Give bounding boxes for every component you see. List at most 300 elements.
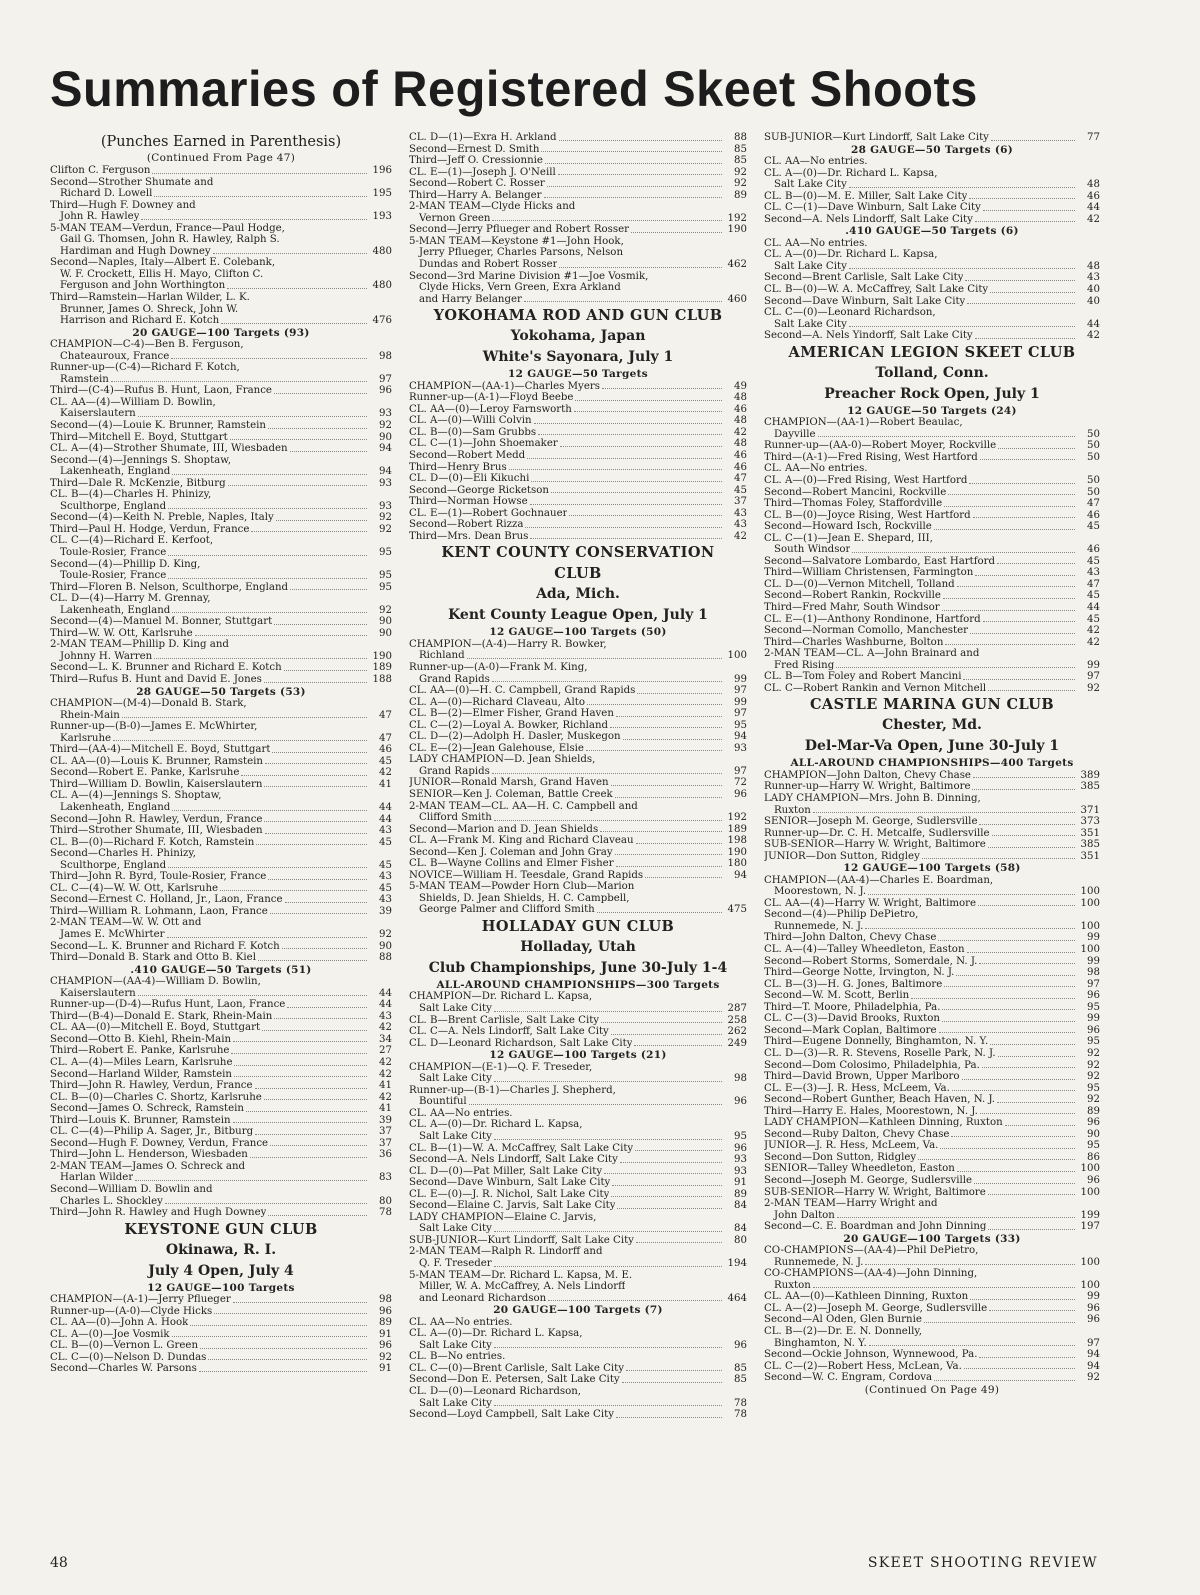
result-text: W. F. Crockett, Ellis H. Mayo, Clifton C. [60,268,264,280]
result-text: Richland [419,650,465,662]
result-score: 96 [734,788,747,800]
result-line [409,1038,747,1050]
result-text: James E. McWhirter [60,929,165,940]
dot-leader [637,693,722,694]
result-line [50,559,392,571]
result-line [764,816,1100,828]
result-line [50,582,392,594]
result-line [50,211,392,223]
result-score: 46 [1087,544,1100,556]
result-text: Second—Robert C. Rosser [409,178,545,190]
result-text: Second—W. C. Engram, Cordova [764,1372,933,1384]
dot-leader [509,469,722,470]
result-line [764,556,1100,568]
dot-leader [924,1322,1075,1323]
result-line [764,671,1100,683]
result-score: 89 [734,189,747,201]
result-score: 50 [1087,451,1100,463]
result-text: Second—Ernest D. Smith [409,143,540,155]
event-subheading: ALL-AROUND CHAMPIONSHIPS—400 Targets [790,757,1074,770]
result-line [764,956,1100,968]
dot-leader [645,877,722,878]
result-text: Third—(AA-4)—Mitchell E. Boyd, Stuttgart [50,744,271,756]
result-line [409,282,747,294]
dot-leader [544,197,722,198]
result-text: CL. A—(0)—Dr. Richard L. Kapsa, [409,1119,583,1131]
result-text: Lakenheath, England [60,466,171,478]
result-score: 189 [372,662,392,674]
result-line [764,1106,1100,1118]
result-score: 95 [734,1131,747,1142]
result-text: 2-MAN TEAM—Phillip D. King and [50,639,229,651]
dot-leader [982,1067,1075,1068]
result-score: 50 [1087,474,1100,486]
result-score: 180 [727,858,747,870]
result-line [764,781,1100,793]
dot-leader [983,210,1075,211]
result-line [50,929,392,941]
result-text: Second—Ockie Johnson, Wynnewood, Pa. [764,1349,978,1361]
result-text: CL. C—(1)—Jean E. Shepard, III, [764,532,933,544]
result-score: 83 [379,1172,392,1184]
result-score: 99 [734,673,747,685]
result-score: 90 [379,627,392,639]
result-score: 373 [1080,816,1100,828]
dot-leader [636,1242,722,1243]
result-score: 44 [1087,202,1100,214]
dot-leader [836,667,1075,668]
result-text: Third—William D. Bowlin, Kaiserslautern [50,778,263,790]
result-line [50,257,392,269]
result-line [409,190,747,202]
result-score: 93 [734,742,747,754]
result-line [764,637,1100,649]
result-text: CL. E—(0)—J. R. Nichol, Salt Lake City [409,1188,610,1200]
result-score: 97 [1087,671,1100,683]
result-line [50,662,392,674]
result-line [409,870,747,882]
result-text: CL. B—(0)—Charles C. Shortz, Karlsruhe [50,1091,262,1103]
result-score: 46 [734,449,747,461]
result-score: 464 [727,1292,747,1304]
dot-leader [952,1090,1075,1091]
dot-leader [545,163,722,164]
dot-leader [587,704,722,705]
result-score: 389 [1080,769,1100,781]
result-line [764,1013,1100,1025]
dot-leader [494,1081,722,1082]
result-line [409,1096,747,1108]
dot-leader [617,1208,722,1209]
result-text: Second—Robert Storms, Somerdale, N. J. [764,955,978,967]
event-subheading: 12 GAUGE—100 Targets (50) [489,626,667,639]
result-text: Salt Lake City [419,1003,492,1015]
result-score: 92 [734,178,747,190]
result-line [409,1258,747,1270]
dot-leader [287,1007,367,1008]
result-line [50,917,392,929]
result-text: CL. B—No entries. [409,1351,506,1363]
result-text: Second—Charles H. Phinizy, [50,848,197,860]
result-text: Second—A. Nels Lindorff, Salt Lake City [764,213,973,225]
result-score: 42 [379,1022,392,1034]
result-score: 92 [1087,682,1100,694]
result-score: 47 [379,732,392,744]
dot-leader [530,538,722,539]
dot-leader [623,739,722,740]
result-line [409,1212,747,1224]
dot-leader [233,1302,367,1303]
result-line [50,1057,392,1069]
result-text: Kaiserslautern [60,408,136,420]
result-score: 49 [734,380,747,392]
result-score: 37 [379,1126,392,1138]
dot-leader [274,1018,367,1019]
result-line [764,1372,1100,1384]
result-line [764,828,1100,840]
result-score: 42 [379,767,392,779]
result-text: Second—(4)—Phillip D. King, [50,558,201,570]
result-score: 97 [379,373,392,385]
result-score: 36 [379,1149,392,1161]
result-text: Second—Norman Comollo, Manchester [764,625,968,637]
result-line [764,1338,1100,1350]
result-line [409,462,747,474]
result-score: 192 [727,212,747,224]
dot-leader [969,198,1075,199]
dot-leader [989,1310,1075,1311]
result-score: 96 [1087,1302,1100,1314]
result-line [50,616,392,628]
dot-leader [168,555,367,556]
result-score: 96 [734,1096,747,1108]
result-text: CL. A—(4)—Jennings S. Shoptaw, [50,790,222,802]
result-text: CL. AA—No entries. [764,237,868,249]
result-score: 385 [1080,839,1100,851]
result-score: 37 [734,496,747,508]
result-text: CL. A—(0)—Fred Rising, West Hartford [764,474,968,486]
result-line [764,132,1100,144]
result-line [409,824,747,836]
result-score: 47 [734,473,747,485]
result-line [409,167,747,179]
result-text: Third—John R. Hawley and Hugh Downey [50,1207,267,1219]
result-text: Salt Lake City [774,318,847,330]
result-line [764,932,1100,944]
result-text: Second—Ernest C. Holland, Jr., Laon, France [50,894,283,906]
result-score: 42 [1087,213,1100,225]
dot-leader [172,1336,367,1337]
dot-leader [615,797,722,798]
result-line [50,443,392,455]
event-title: Kent County League Open, July 1 [448,607,708,624]
result-line [50,744,392,756]
event-subheading: 12 GAUGE—100 Targets (21) [489,1049,667,1062]
result-line [50,1172,392,1184]
dot-leader [868,894,1075,895]
result-line [409,1351,747,1363]
result-line [409,858,747,870]
dot-leader [962,1079,1075,1080]
result-line [409,1317,747,1329]
result-score: 93 [379,477,392,489]
event-subheading: 28 GAUGE—50 Targets (53) [136,685,306,698]
result-score: 43 [379,1010,392,1022]
result-score: 84 [734,1200,747,1212]
result-score: 98 [379,1294,392,1306]
result-line [50,639,392,651]
dot-leader [948,494,1075,495]
result-line [50,351,392,363]
result-score: 96 [734,1339,747,1351]
event-subheading: 20 GAUGE—100 Targets (7) [493,1304,663,1317]
result-line [50,292,392,304]
result-text: CL. E—(1)—Robert Gochnauer [409,507,568,519]
dot-leader [234,1076,367,1077]
result-text: Second—Jerry Pflueger and Robert Rosser [409,224,629,236]
result-text: and Leonard Richardson [419,1292,547,1304]
dot-leader [231,1053,367,1054]
result-score: 45 [379,859,392,871]
result-text: CL. A—(0)—Joe Vosmik [50,1328,170,1340]
result-line [764,417,1100,429]
result-score: 94 [1087,1360,1100,1372]
result-score: 43 [1087,272,1100,284]
result-text: Richard D. Lowell [60,188,153,200]
result-text: CHAMPION—(A-4)—Harry R. Bowker, [409,638,607,650]
result-line [50,188,392,200]
result-text: Ruxton [774,1279,811,1291]
dot-leader [997,1102,1075,1103]
result-line [50,674,392,686]
result-text: SUB-SENIOR—Harry W. Wright, Baltimore [764,1186,986,1198]
dot-leader [250,1157,367,1158]
result-text: CL. C—(3)—David Brooks, Ruxton [764,1013,940,1025]
dot-leader [911,998,1075,999]
result-text: Gail G. Thomsen, John R. Hawley, Ralph S. [60,234,280,246]
result-line [50,1207,392,1219]
result-line [50,767,392,779]
result-score: 42 [734,426,747,438]
result-text: Binghamton, N. Y. [774,1337,867,1349]
result-text: Third—Norman Howse [409,496,528,508]
result-text: Third—Dale R. McKenzie, Bitburg [50,477,226,489]
result-text: CL. AA—No entries. [409,1316,513,1328]
result-line [764,238,1100,250]
result-text: Jerry Pflueger, Charles Parsons, Nelson [419,247,624,259]
result-text: Third—Mitchell E. Boyd, Stuttgart [50,431,228,443]
result-score: 95 [1087,1140,1100,1152]
result-line [50,512,392,524]
result-text: CL. D—(0)—Leonard Richardson, [409,1385,582,1397]
result-line [50,1011,392,1023]
dot-leader [530,504,722,505]
punches-note: (Punches Earned in Parenthesis) [100,134,342,150]
result-score: 45 [379,836,392,848]
result-line [764,1129,1100,1141]
result-text: CO-CHAMPIONS—(AA-4)—Phil DePietro, [764,1245,979,1257]
dot-leader [141,219,367,220]
result-line [409,1235,747,1247]
result-line [764,683,1100,695]
dot-leader [979,963,1075,964]
result-text: Third—Charles Washburne, Bolton [764,636,944,648]
result-line [764,307,1100,319]
result-text: SUB-SENIOR—Harry W. Wright, Baltimore [764,839,986,851]
result-line [764,214,1100,226]
result-text: CL. AA—No entries. [409,1107,513,1119]
result-line [764,498,1100,510]
dot-leader [527,458,722,459]
result-score: 99 [1087,659,1100,671]
result-text: CL. D—(1)—Exra H. Arkland [409,132,557,143]
result-line [764,1163,1100,1175]
result-text: Sculthorpe, England [60,500,167,512]
result-line [764,590,1100,602]
result-text: Third—Ramstein—Harlan Wilder, L. K. [50,292,250,304]
dot-leader [138,416,367,417]
result-score: 93 [379,408,392,420]
result-score: 94 [1087,1349,1100,1361]
result-text: Second—Robert E. Panke, Karlsruhe [50,767,240,779]
result-text: Second—George Ricketson [409,484,549,496]
result-text: Salt Lake City [774,260,847,272]
dot-leader [138,995,367,996]
dot-leader [234,1065,367,1066]
result-text: CL. D—(2)—Adolph H. Dasler, Muskegon [409,731,621,743]
result-text: CL. C—(2)—Loyal A. Bowker, Richland [409,719,609,731]
dot-leader [494,1266,722,1267]
result-score: 94 [379,466,392,478]
result-line [409,1293,747,1305]
result-text: Second—Charles W. Parsons [50,1363,197,1375]
result-line [50,1126,392,1138]
result-line [50,304,392,316]
result-text: CHAMPION—(E-1)—Q. F. Treseder, [409,1061,593,1073]
result-line [50,1138,392,1150]
result-line [409,294,747,306]
result-score: 100 [1080,1186,1100,1198]
result-score: 92 [1087,1047,1100,1059]
result-line [50,339,392,351]
result-line [764,921,1100,933]
result-score: 50 [1087,440,1100,452]
result-text: Second—C. E. Boardman and John Dinning [764,1221,987,1233]
result-score: 92 [734,166,747,178]
result-text: CL. C—(4)—Philip A. Sager, Jr., Bitburg [50,1126,254,1138]
dot-leader [970,1299,1075,1300]
event-subheading: 12 GAUGE—50 Targets (24) [847,404,1017,417]
result-score: 92 [379,1351,392,1363]
result-line [409,904,747,916]
club-heading: CASTLE MARINA GUN CLUB [809,696,1054,714]
dot-leader [988,1229,1075,1230]
result-text: CHAMPION—(A-1)—Jerry Pflueger [50,1294,231,1306]
dot-leader [541,151,722,152]
result-text: CL. C—Robert Rankin and Vernon Mitchell [764,682,987,694]
result-line [409,485,747,497]
result-text: Second—John R. Hawley, Verdun, France [50,813,263,825]
dot-leader [611,1034,722,1035]
result-text: CL. A—(0)—Richard Claveau, Alto [409,696,585,708]
result-line [409,1177,747,1189]
dot-leader [615,854,722,855]
dot-leader [282,948,367,949]
result-text: Runner-up—(B-0)—James E. McWhirter, [50,721,258,733]
dot-leader [494,1139,722,1140]
dot-leader [264,786,367,787]
dot-leader [208,1359,367,1360]
result-score: 95 [1087,1036,1100,1048]
result-score: 89 [379,1317,392,1329]
result-text: Second—James O. Schreck, Ramstein [50,1103,244,1115]
dot-leader [942,1021,1075,1022]
result-text: Second—Don E. Petersen, Salt Lake City [409,1374,620,1386]
dot-leader [922,858,1075,859]
result-text: Third—Strother Shumate, III, Wiesbaden [50,825,263,837]
result-score: 476 [372,315,392,327]
dot-leader [172,810,367,811]
result-line [764,284,1100,296]
result-line [50,825,392,837]
event-subheading: 12 GAUGE—100 Targets (58) [843,862,1021,875]
result-text: CL. D—(0)—Vernon Mitchell, Tolland [764,578,955,590]
result-score: 34 [379,1033,392,1045]
result-text: CL. B—(0)—Vernon L. Green [50,1340,199,1352]
result-line [50,1363,392,1375]
result-score: 91 [734,1177,747,1189]
result-line [764,440,1100,452]
result-score: 98 [734,1073,747,1085]
dot-leader [195,635,367,636]
result-line [50,790,392,802]
result-line [764,1002,1100,1014]
result-score: 46 [1087,190,1100,202]
result-score: 84 [734,1223,747,1235]
result-line [50,1149,392,1161]
result-score: 371 [1080,804,1100,816]
result-score: 97 [734,685,747,697]
result-line [764,886,1100,898]
result-score: 94 [734,731,747,743]
result-line [50,1080,392,1092]
result-line [409,1398,747,1410]
result-text: CL. AA—(0)—Leroy Farnsworth [409,403,572,415]
club-location: Holladay, Utah [520,938,636,955]
result-line [409,1119,747,1131]
dot-leader [268,879,367,880]
dot-leader [818,436,1075,437]
club-location: Ada, Mich. [536,586,620,603]
dot-leader [270,1145,367,1146]
result-text: Harrison and Richard E. Kotch [60,315,220,327]
result-text: Second—3rd Marine Division #1—Joe Vosmik, [409,270,649,282]
dot-leader [992,835,1075,836]
result-score: 100 [1080,886,1100,898]
result-line [764,475,1100,487]
result-line [409,1270,747,1282]
result-score: 96 [379,1340,392,1352]
result-line [764,1245,1100,1257]
result-text: CL. E—(2)—Jean Galehouse, Elsie [409,742,584,754]
event-title: White's Sayonara, July 1 [482,349,674,366]
dot-leader [230,439,367,440]
result-text: Salt Lake City [419,1131,492,1142]
result-line [409,777,747,789]
result-text: CL. D—(0)—Eli Kikuchi [409,473,530,485]
result-score: 41 [379,778,392,790]
result-line [764,909,1100,921]
